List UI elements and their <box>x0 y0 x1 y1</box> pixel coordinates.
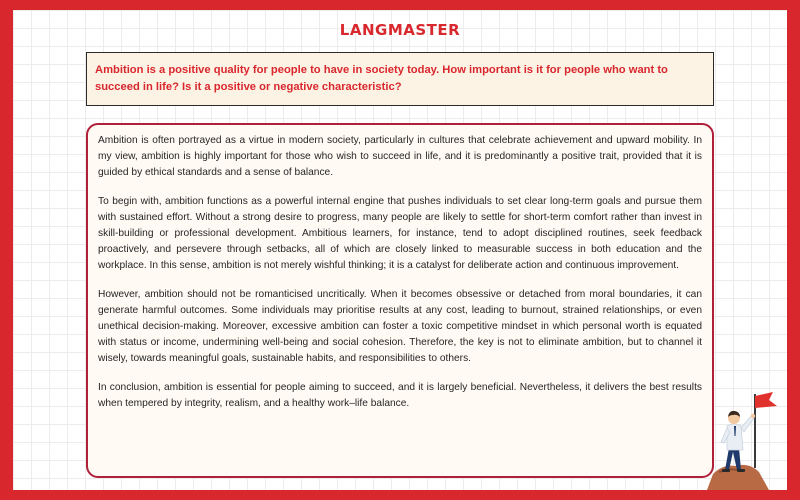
brand-logo: LANGMASTER <box>339 21 461 39</box>
essay-paragraph-conclusion: In conclusion, ambition is essential for people aiming to succeed, and it is largely beneficial. Nevertheless, it delivers the best results when tempered by integrity, realism, and a healthy work–life balance. <box>98 382 702 409</box>
essay-paragraph-intro: Ambition is often portrayed as a virtue in modern society, particularly in cultures that celebrate achievement and upward mobility. In my view, ambition is highly important for those who wish to succeed in life, and it is predominantly a positive trait, provided that it is guided by ethical standards and a sense of balance. <box>98 135 702 178</box>
essay-paragraph-body-1: To begin with, ambition functions as a powerful internal engine that pushes individuals to set clear long-term goals and pursue them with sustained effort. Without a strong desire to progress, many people are likely to settle for short-term comfort rather than invest in skill-building or professional development. Ambitious learners, for instance, tend to adopt disciplined routines, seek feedback proactively, and persevere through setbacks, all of which are closely linked to measurable success in both education and the workplace. In this sense, ambition is not merely wishful thinking; it is a catalyst for deliberate action and continuous improvement. <box>98 196 702 271</box>
essay-body-box <box>86 123 714 478</box>
essay-paragraph-body-2: However, ambition should not be romanticised uncritically. When it becomes obsessive or detached from moral boundaries, it can generate harmful outcomes. Some individuals may prioritise results at any cost, leading to burnout, strained relationships, or even unethical decision-making. Moreover, excessive ambition can foster a toxic competitive mindset in which personal worth is equated with status or income, undermining well-being and social cohesion. Therefore, the key is not to eliminate ambition, but to channel it wisely, towards meaningful goals, sustainable habits, and responsibilities to others. <box>98 289 702 364</box>
grid-paper-sheet <box>13 10 787 490</box>
person-with-flag-icon <box>689 388 779 490</box>
essay-prompt-box <box>86 52 714 106</box>
essay-prompt-text: Ambition is a positive quality for people to have in society today. How important is it for people who want to succeed in life? Is it a positive or negative characteristic? <box>95 64 668 93</box>
